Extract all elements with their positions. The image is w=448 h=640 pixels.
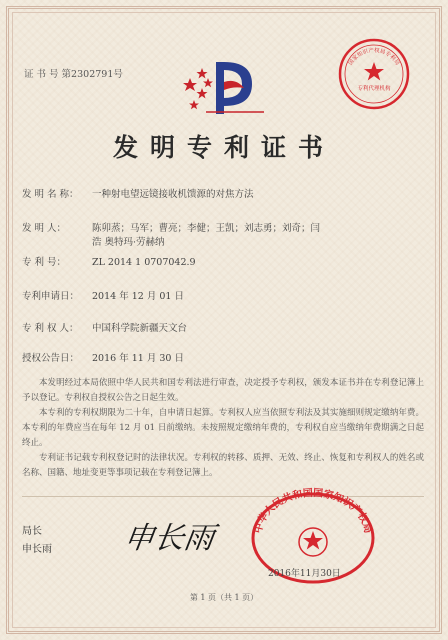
patent-agency-seal-icon [336,36,412,112]
director-signature [118,510,228,568]
field-label: 发 明 人： [22,223,67,234]
page-footer: 第 1 页（共 1 页） [189,593,259,602]
seal-main-text: 中华人民共和国国家知识产权局 [252,488,374,535]
sipo-emblem-icon [172,54,268,116]
certificate-body [22,376,424,481]
field-label: 专 利 权 人： [22,323,79,334]
field-value: 2016 年 11 月 30 日 [92,353,184,364]
field-label: 专 利 号： [22,257,67,268]
field-value: ZL 2014 1 0707042.9 [92,257,196,268]
field-application-date [22,290,184,304]
body-paragraph: 专利证书记载专利权登记时的法律状况。专利权的转移、质押、无效、终止、恢复和专利权人的姓名或名称、国籍、地址变更等事项记载在专利登记簿上。 [22,453,424,478]
field-label: 专利申请日： [22,291,80,302]
page-title: 发明专利证书 [112,133,335,162]
field-value: 2014 年 12 月 01 日 [92,291,184,302]
field-patentee [22,322,188,336]
field-value: 一种射电望远镜接收机馈源的对焦方法 [92,189,254,200]
field-label: 发 明 名 称： [22,189,79,200]
field-value: 陈卯蒸；马军；曹亮；李健；王凯；刘志勇；刘奇；闫浩 奥特玛·劳赫纳 [92,223,321,248]
certificate-number: 证 书 号 第2302791号 [24,69,123,80]
seal-top-inner-text: 专利代理机构 [357,86,391,92]
field-inventors [22,222,321,248]
field-grant-date [22,352,184,366]
director-title: 局长 [22,526,42,537]
body-paragraph: 本专利的专利权期限为二十年，自申请日起算。专利权人应当依照专利法及其实施细则规定缴纳年费。本专利的年费应当在每年 12 月 01 日前缴纳。未按照规定缴纳年费的，专利权自应当缴纳年费期满之日起终止。 [22,408,424,448]
field-patent-number [22,256,196,270]
field-value: 中国科学院新疆天文台 [92,323,188,334]
body-paragraph: 本发明经过本局依照中华人民共和国专利法进行审查，决定授予专利权，颁发本证书并在专利登记簿上予以登记。专利权自授权公告之日起生效。 [22,378,424,403]
field-invention-name [22,188,254,202]
seal-date: 2016年11月30日 [268,569,341,579]
seal-top-text: 国家知识产权局专利局 [347,47,401,67]
director-name: 申长雨 [22,544,52,555]
field-label: 授权公告日： [22,353,80,364]
signature-text: 申长雨 [121,521,217,556]
